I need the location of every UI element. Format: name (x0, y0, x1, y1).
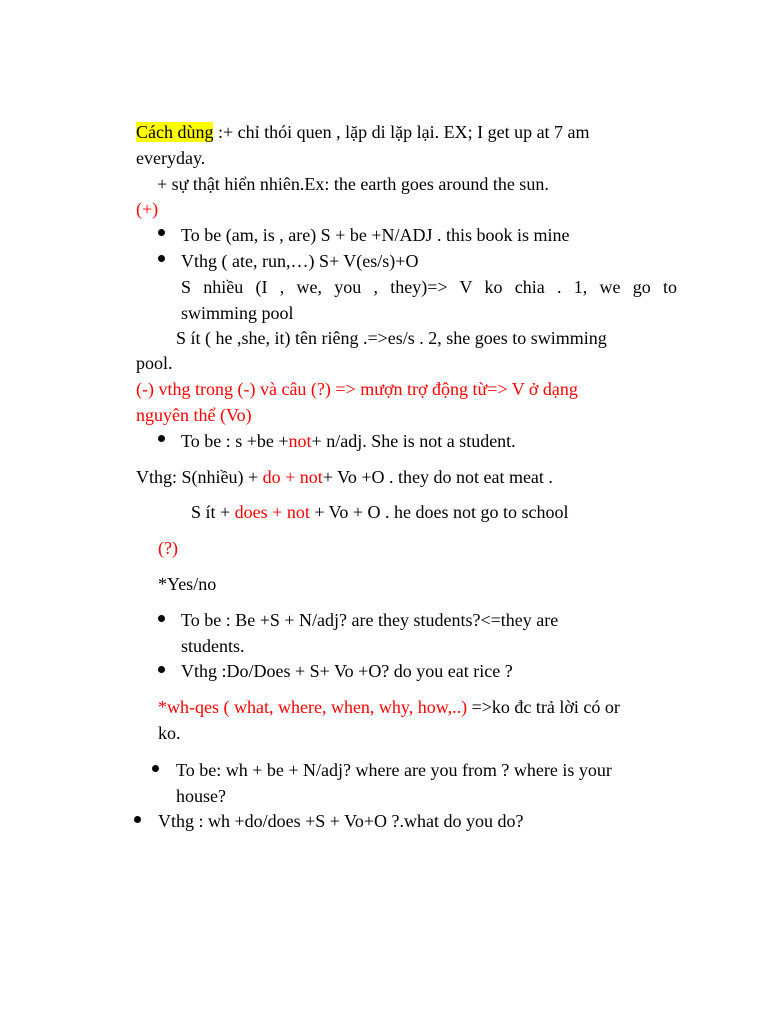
affirmative-vthg: Vthg ( ate, run,…) S+ V(es/s)+O (181, 251, 419, 271)
wh-tobe-line-1: To be: wh + be + N/adj? where are you from ? where is your (176, 760, 612, 780)
affirmative-singular-line-1: S ít ( he ,she, it) tên riêng .=>es/s . 2, she goes to swimming (176, 328, 607, 348)
bullet-icon (158, 615, 165, 622)
usage-line-1-text: :+ chỉ thói quen , lặp di lặp lại. EX; I get up at 7 am (213, 122, 590, 142)
bullet-icon (158, 435, 165, 442)
wh-question-line-1 (158, 694, 620, 720)
negative-vthg (136, 464, 553, 490)
bullet-icon (158, 666, 165, 673)
affirmative-singular-line-2: pool. (136, 353, 173, 373)
usage-line-2: everyday. (136, 148, 206, 168)
negative-vthg-pre: Vthg: S(nhiều) + (136, 467, 263, 487)
usage-line-1 (136, 119, 590, 145)
affirmative-plural-line-2: swimming pool (181, 303, 294, 323)
negative-singular-pre: S ít + (191, 502, 235, 522)
negative-vthg-post: + Vo +O . they do not eat meat . (322, 467, 553, 487)
bullet-icon (152, 765, 159, 772)
question-vthg: Vthg :Do/Does + S+ Vo +O? do you eat rice ? (181, 661, 513, 681)
question-yesno: *Yes/no (158, 574, 217, 594)
negative-singular (191, 499, 568, 525)
affirmative-plural-line-1: S nhiều (I , we, you , they)=> V ko chia . 1, we go to (181, 277, 677, 297)
usage-line-3: + sự thật hiển nhiên.Ex: the earth goes around the sun. (157, 174, 549, 194)
negative-rule-line-2: nguyên thể (Vo) (136, 405, 252, 425)
bullet-icon (134, 816, 141, 823)
wh-question-red: *wh-qes ( what, where, when, why, how,..) (158, 697, 468, 717)
negative-tobe-pre: To be : s +be + (181, 431, 289, 451)
negative-tobe-post: + n/adj. She is not a student. (311, 431, 516, 451)
wh-question-line-2: ko. (158, 723, 181, 743)
affirmative-label: (+) (136, 199, 159, 219)
wh-vthg: Vthg : wh +do/does +S + Vo+O ?.what do you do? (158, 811, 524, 831)
usage-heading: Cách dùng (136, 122, 214, 142)
bullet-icon (158, 255, 165, 262)
question-tobe-line-2: students. (181, 636, 245, 656)
wh-question-rest: =>ko đc trả lời có or (467, 697, 620, 717)
negative-singular-post: + Vo + O . he does not go to school (309, 502, 569, 522)
negative-rule-line-1: (-) vthg trong (-) và câu (?) => mượn trợ động từ=> V ở dạng (136, 379, 578, 399)
negative-vthg-red: do + not (262, 467, 323, 487)
negative-singular-red: does + not (234, 502, 310, 522)
question-label: (?) (158, 538, 178, 558)
bullet-icon (158, 229, 165, 236)
wh-tobe-line-2: house? (176, 786, 226, 806)
affirmative-tobe: To be (am, is , are) S + be +N/ADJ . this book is mine (181, 225, 570, 245)
negative-tobe-not: not (288, 431, 312, 451)
negative-tobe (181, 428, 516, 454)
question-tobe-line-1: To be : Be +S + N/adj? are they students?<=they are (181, 610, 559, 630)
